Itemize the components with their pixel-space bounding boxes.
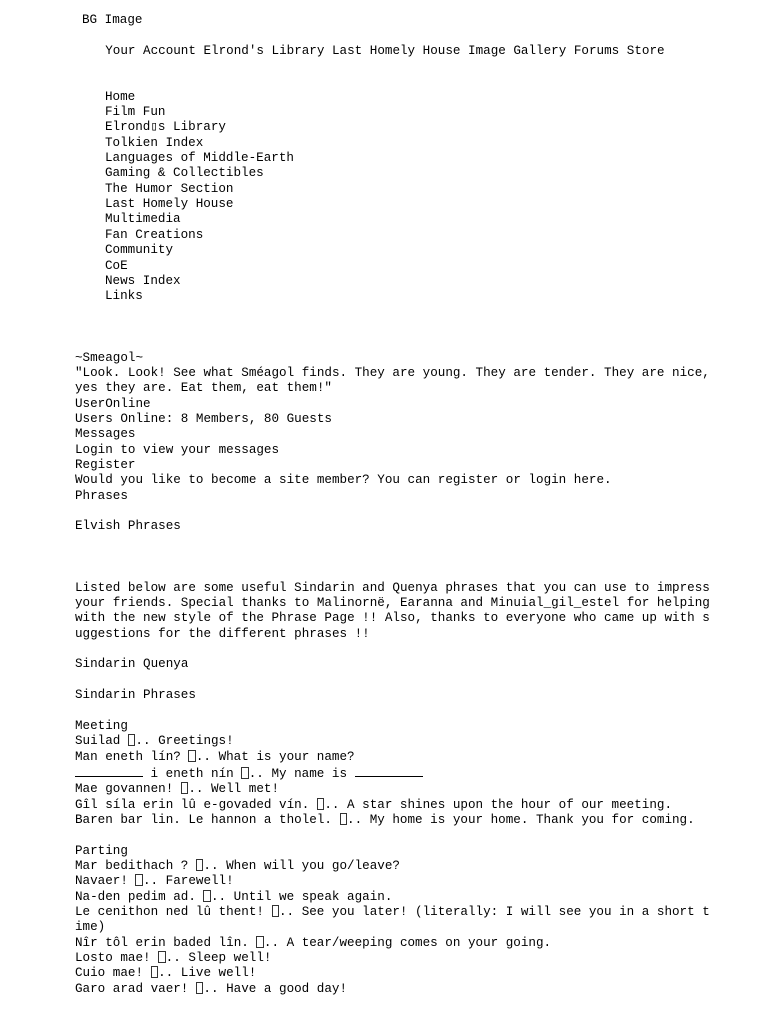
phrase-row <box>75 966 715 981</box>
phrase-row <box>75 951 715 966</box>
name-blank-field <box>355 765 423 777</box>
intro-paragraph: Listed below are some useful Sindarin and Quenya phrases that you can use to impress your friends. Special thanks to Malinornë, Earanna and Minuial_gil_estel for helping with the new style of the Phrase Page !! Also, thanks to everyone who came up with suggestions for the different phrases !! <box>75 580 710 641</box>
menu-item-film-fun[interactable]: Film Fun <box>105 105 166 120</box>
menu-item-community[interactable]: Community <box>105 243 174 258</box>
missing-glyph-icon <box>256 936 264 948</box>
phrase-separator: .. <box>142 874 166 889</box>
phrase-separator: .. <box>203 981 227 996</box>
phrase-row <box>75 874 715 889</box>
menu-item-elronds-library[interactable]: Elrond▯s Library <box>105 120 226 135</box>
page-title: Elvish Phrases <box>75 519 181 534</box>
side-menu <box>75 90 715 305</box>
phrase-row <box>75 890 715 905</box>
menu-item-languages[interactable]: Languages of Middle-Earth <box>105 151 294 166</box>
phrase-elvish: Cuio mae! <box>75 966 151 981</box>
phrase-row <box>75 798 715 813</box>
phrase-row <box>75 859 715 874</box>
phrase-separator: .. <box>279 904 302 919</box>
messages-title: Messages <box>75 427 136 442</box>
phrase-english: Until we speak again. <box>233 889 393 904</box>
phrase-english: When will you go/leave? <box>226 858 400 873</box>
phrase-separator: .. <box>188 782 211 797</box>
user-online-title: UserOnline <box>75 396 151 411</box>
menu-item-coe[interactable]: CoE <box>105 258 128 273</box>
missing-glyph-icon <box>135 874 143 886</box>
nav-forums[interactable]: Forums <box>573 43 620 58</box>
phrase-row <box>75 765 715 782</box>
missing-glyph-icon <box>188 750 196 762</box>
menu-item-home[interactable]: Home <box>105 89 136 104</box>
missing-glyph-icon <box>241 767 249 779</box>
menu-item-links[interactable]: Links <box>105 289 143 304</box>
phrase-elvish: Gîl síla erin lû e-govaded vín. <box>75 797 317 812</box>
phrase-english: What is your name? <box>218 749 355 764</box>
login-messages-link[interactable]: Login to view your messages <box>75 442 280 457</box>
phrase-separator: .. <box>203 858 227 873</box>
menu-item-multimedia[interactable]: Multimedia <box>105 212 181 227</box>
phrase-elvish: Man eneth lín? <box>75 749 189 764</box>
phrase-row <box>75 734 715 749</box>
phrase-separator: .. <box>347 812 370 827</box>
menu-item-tolkien-index[interactable]: Tolkien Index <box>105 135 204 150</box>
phrases-block-title: Phrases <box>75 488 128 503</box>
missing-glyph-icon <box>272 905 280 917</box>
phrase-separator: .. <box>195 749 219 764</box>
bg-image-label: BG Image <box>82 13 143 27</box>
phrase-elvish: i eneth nín <box>143 766 242 781</box>
meeting-title: Meeting <box>75 718 128 733</box>
phrase-separator: .. <box>135 734 159 749</box>
quenya-link[interactable]: Quenya <box>143 657 189 672</box>
phrase-english: Farewell! <box>165 874 234 889</box>
register-link[interactable]: Would you like to become a site member? You can register or login here. <box>75 473 612 488</box>
nav-last-homely-house[interactable]: Last Homely House <box>331 43 461 58</box>
user-online-count: Users Online: 8 Members, 80 Guests <box>75 411 332 426</box>
phrase-row <box>75 813 715 828</box>
phrase-elvish: Navaer! <box>75 874 136 889</box>
sindarin-link[interactable]: Sindarin <box>75 657 136 672</box>
phrase-separator: .. <box>210 889 234 904</box>
register-title: Register <box>75 457 136 472</box>
menu-item-humor[interactable]: The Humor Section <box>105 181 234 196</box>
phrase-separator: .. <box>158 966 181 981</box>
phrase-english: Sleep well! <box>188 951 272 965</box>
section-heading: Sindarin Phrases <box>75 688 196 703</box>
quote-text: "Look. Look! See what Sméagol finds. They are young. They are tender. They are nice, yes they are. Eat them, eat them!" <box>75 365 710 396</box>
menu-item-last-homely-house[interactable]: Last Homely House <box>105 197 234 212</box>
parting-title: Parting <box>75 843 128 858</box>
nav-image-gallery[interactable]: Image Gallery <box>468 43 567 58</box>
phrase-elvish: Losto mae! <box>75 951 159 965</box>
name-blank-field <box>75 765 143 777</box>
phrase-english: See you later! (literally: I will see you in a short time) <box>75 904 710 935</box>
nav-elronds-library[interactable]: Elrond's Library <box>203 43 325 58</box>
phrase-english: Greetings! <box>158 734 234 749</box>
missing-glyph-icon <box>151 966 159 978</box>
missing-glyph-icon <box>158 951 166 963</box>
phrase-english: A star shines upon the hour of our meeting. <box>347 797 673 812</box>
phrase-elvish: Mar bedithach ? <box>75 858 196 873</box>
phrase-english: Live well! <box>180 966 257 981</box>
phrase-elvish: Suilad <box>75 734 128 749</box>
language-links <box>75 657 715 672</box>
phrase-english: A tear/weeping comes on your going. <box>286 935 552 950</box>
page-content <box>75 13 715 997</box>
phrase-elvish: Nîr tôl erin baded lîn. <box>75 935 257 950</box>
phrase-english: My home is your home. Thank you for coming. <box>369 812 695 827</box>
phrase-elvish: Le cenithon ned lû thent! <box>75 904 272 919</box>
phrase-english: Well met! <box>211 782 280 797</box>
phrase-elvish: Garo arad vaer! <box>75 981 196 996</box>
phrase-english: My name is <box>271 766 355 781</box>
nav-store[interactable]: Store <box>626 43 665 58</box>
phrase-row <box>75 982 715 997</box>
phrase-english: Have a good day! <box>226 981 348 996</box>
phrase-separator: .. <box>263 935 287 950</box>
phrase-row <box>75 750 715 765</box>
nav-your-account[interactable]: Your Account <box>105 43 196 58</box>
top-navigation <box>75 28 715 74</box>
missing-glyph-icon <box>340 813 348 825</box>
phrase-row <box>75 782 715 797</box>
quote-block-title: ~Smeagol~ <box>75 350 144 365</box>
missing-glyph-icon <box>203 890 211 902</box>
menu-item-news-index[interactable]: News Index <box>105 273 181 288</box>
phrase-separator: .. <box>248 766 272 781</box>
menu-item-gaming[interactable]: Gaming & Collectibles <box>105 166 264 181</box>
phrase-separator: .. <box>324 797 348 812</box>
phrase-row <box>75 936 715 951</box>
phrase-elvish: Baren bar lin. Le hannon a tholel. <box>75 812 340 827</box>
phrase-separator: .. <box>165 951 189 965</box>
phrase-elvish: Mae govannen! <box>75 782 181 797</box>
phrase-row <box>75 905 715 936</box>
phrase-elvish: Na-den pedim ad. <box>75 889 204 904</box>
menu-item-fan-creations[interactable]: Fan Creations <box>105 227 204 242</box>
